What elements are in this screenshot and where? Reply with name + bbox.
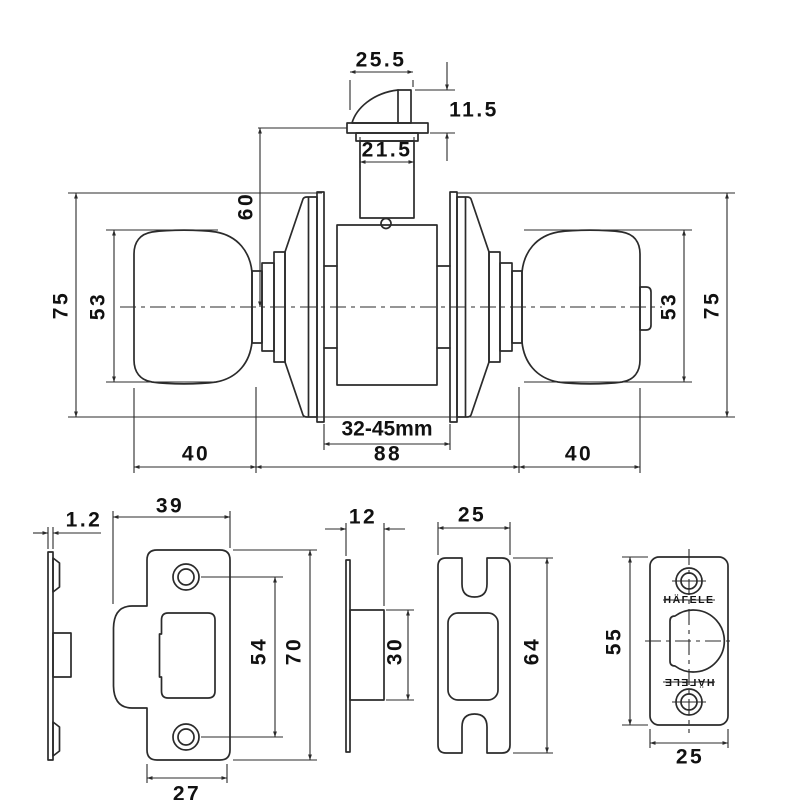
dim-faceplate-to-centre: 60 [234,191,258,221]
dim-strike-height: 70 [282,636,306,666]
dim-latch-bolt-width: 25.5 [355,48,407,72]
dim-right-knob-length: 40 [564,442,594,466]
dim-left-knob-diameter: 53 [86,291,110,321]
dim-right-knob-diameter: 53 [657,291,681,321]
dim-faceplate-height: 55 [602,626,626,656]
dim-door-thickness-range: 32-45mm [341,417,433,441]
dim-faceplate-width: 25 [675,745,705,769]
dim-latch-case-height: 30 [383,636,407,666]
dim-body-length: 88 [373,442,403,466]
dim-strike-tongue-width: 27 [172,782,202,800]
dim-drive-plate-width: 25 [457,503,487,527]
dim-strike-thickness: 1.2 [65,508,103,532]
dim-right-rose-diameter: 75 [700,290,724,320]
dim-latch-bolt-height: 11.5 [449,98,499,122]
brand-logo-bottom: HÄFELE [663,676,715,688]
dim-left-knob-length: 40 [181,442,211,466]
dim-latch-faceplate-width: 12 [348,505,378,529]
brand-logo-top: HÄFELE [663,594,715,606]
dim-latch-hub-width: 21.5 [361,138,413,162]
dim-strike-width: 39 [155,494,185,518]
dim-left-rose-diameter: 75 [49,290,73,320]
dim-drive-plate-height: 64 [520,636,544,666]
dim-strike-screw-spacing: 54 [247,636,271,666]
